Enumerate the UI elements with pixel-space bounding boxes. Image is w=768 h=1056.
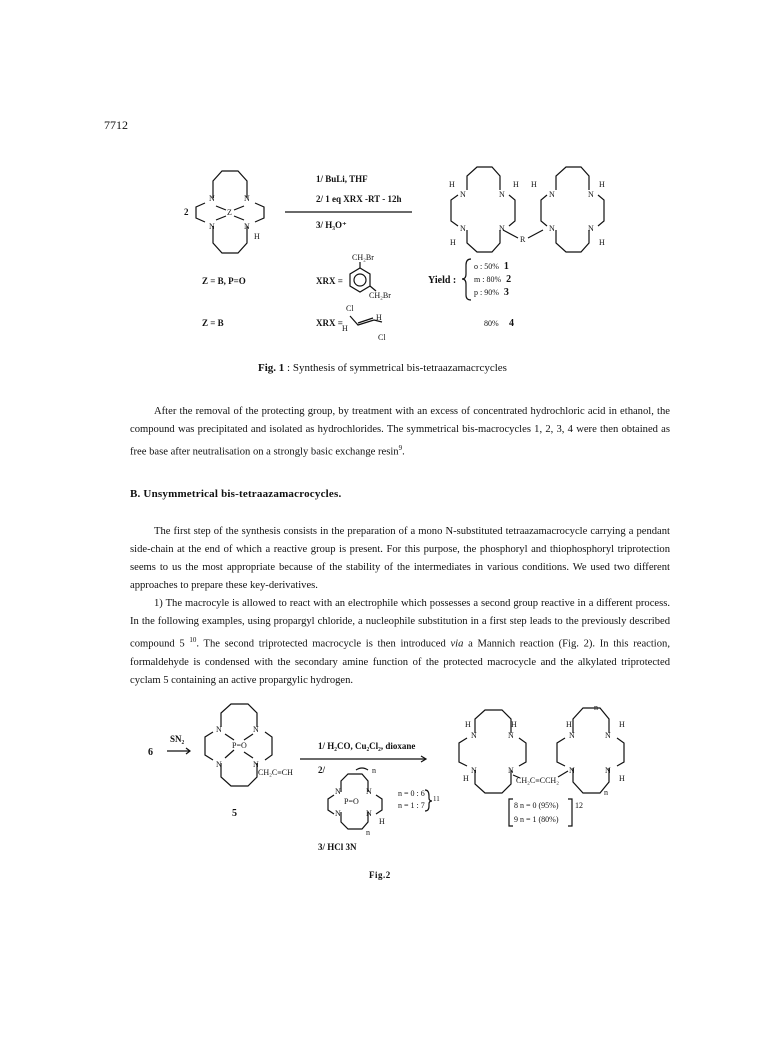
step-3: 3/ H₃O⁺ xyxy=(316,220,347,230)
row2-xrx-label: XRX = xyxy=(316,318,343,328)
product-h-label: H xyxy=(599,180,605,189)
section-heading: B. Unsymmetrical bis-tetraazamacrocycles. xyxy=(130,488,342,500)
paragraph-1-text: After the removal of the protecting group, by treatment with an excess of concentrated hydrochloric acid in ethanol, the compound was precipitated and isolated as hydrochlorides. The symmetrical bis-macrocycles 1, 2, 3, 4 were then obtained as free base after neutralisation on a strongly basic exchange resin xyxy=(130,406,670,458)
compound-5-label: 5 xyxy=(232,808,237,819)
n1-label: n = 1 : 7 xyxy=(398,801,425,810)
product-n-label: N xyxy=(588,224,594,233)
reactant-h-label: H xyxy=(254,232,260,241)
product-h-label: H xyxy=(531,180,537,189)
yield-compound: 2 xyxy=(506,274,512,285)
yield-position: p xyxy=(474,288,478,297)
ref-10: 10 xyxy=(189,636,197,644)
paragraph-2-text: The first step of the synthesis consists in the preparation of a mono N-substituted tetraazamacrocycle carrying a pendant side-chain at the end of which a reactive group is present. For this purpose, the phosphoryl and thiophosphoryl triprotection seems to us the most appropriate because of the stability of the intermediates in various conditions. We used two different approaches to prepare these key-derivatives. xyxy=(130,526,670,591)
h-label: H xyxy=(465,720,471,729)
n-label: N xyxy=(216,760,222,769)
paragraph-3-text: 1) The macrocyle is allowed to react with an electrophile which possesses a second group reactive in a different process. In the following examples, using propargyl chloride, a nucleophile substitution in a first step leads to the previously described compound 5 xyxy=(130,598,670,650)
product-r-label: R xyxy=(520,235,526,244)
step-2: 2/ 1 eq XRX -RT - 12h xyxy=(316,194,402,204)
yield-percent: 90% xyxy=(484,288,499,297)
product-8: 8 n = 0 (95%) xyxy=(514,801,559,810)
fig2-step-1: 1/ H₂CO, Cu₂Cl₂, dioxane xyxy=(318,741,416,751)
n-label: N xyxy=(508,766,514,775)
n-label: N xyxy=(569,766,575,775)
yield-position: o xyxy=(474,262,478,271)
n-label: N xyxy=(471,731,477,740)
reactant-n-label: N xyxy=(209,194,215,203)
yield-row: p : 90% 3 xyxy=(474,287,509,298)
product-h-label: H xyxy=(513,180,519,189)
n-subscript: n xyxy=(594,703,598,712)
row2-yield: 80% xyxy=(484,319,499,328)
n-label: N xyxy=(216,725,222,734)
n-label: N xyxy=(253,725,259,734)
product-h-label: H xyxy=(449,180,455,189)
row1-z-label: Z = B, P=O xyxy=(202,276,246,286)
product-n-label: N xyxy=(549,190,555,199)
reactant-n-label: N xyxy=(244,222,250,231)
yield-compound: 1 xyxy=(503,261,509,272)
cl-label: Cl xyxy=(378,333,386,342)
ref-12: 12 xyxy=(575,801,583,810)
n-label: N xyxy=(605,766,611,775)
linker-label: CH₂C≡CCH₂ xyxy=(516,776,559,785)
caption-label: Fig. 1 xyxy=(258,362,285,374)
h-label: H xyxy=(376,313,382,322)
product-h-label: H xyxy=(450,238,456,247)
yield-position: m xyxy=(474,275,481,284)
fig2-step-3: 3/ HCl 3N xyxy=(318,842,357,852)
n-label: N xyxy=(335,809,341,818)
yield-row: o : 50% 1 xyxy=(474,261,509,272)
reactant-n-label: N xyxy=(209,222,215,231)
reactant-n-label: N xyxy=(244,194,250,203)
reagent-pso: P=O xyxy=(344,797,359,806)
yield-label: Yield : xyxy=(428,275,457,286)
n-label: N xyxy=(569,731,575,740)
page-number: 7712 xyxy=(104,118,128,132)
paragraph-1-end: . xyxy=(402,446,405,458)
n-label: N xyxy=(605,731,611,740)
h-label: H xyxy=(463,774,469,783)
n-label: N xyxy=(366,787,372,796)
row2-z-label: Z = B xyxy=(202,318,224,328)
n-label: N xyxy=(366,809,372,818)
h-label: H xyxy=(379,817,385,826)
paragraph-3-text: a Mannich reaction (Fig. 2). In this reaction, formaldehyde is condensed with the secondary amine function of the protected macrocycle and the alkylated triprotected cyclam 5 containing an active propargylic hydrogen. xyxy=(130,638,670,686)
via-italic: via xyxy=(450,638,464,650)
figure-2-caption: Fig.2 xyxy=(369,870,391,880)
product-n-label: N xyxy=(499,190,505,199)
n-subscript: n xyxy=(604,788,608,797)
reactant-coefficient: 2 xyxy=(184,207,189,217)
h-label: H xyxy=(342,324,348,333)
caption-text: : Synthesis of symmetrical bis-tetraazamacrcycles xyxy=(284,362,507,374)
n-label: N xyxy=(335,787,341,796)
h-label: H xyxy=(566,720,572,729)
product-9: 9 n = 1 (80%) xyxy=(514,815,559,824)
yield-percent: 50% xyxy=(484,262,499,271)
step-1: 1/ BuLi, THF xyxy=(316,174,368,184)
product-n-label: N xyxy=(549,224,555,233)
start-compound: 6 xyxy=(148,747,153,758)
sn2-label: SN₂ xyxy=(170,734,185,744)
paragraph-3-text: . The second triprotected macrocycle is then introduced xyxy=(196,638,451,650)
ch2br-bottom: CH₂Br xyxy=(369,291,391,300)
n-label: N xyxy=(508,731,514,740)
product-n-label: N xyxy=(460,224,466,233)
product-h-label: H xyxy=(599,238,605,247)
n-subscript: n xyxy=(372,766,376,775)
row2-compound: 4 xyxy=(509,318,514,329)
n-label: N xyxy=(471,766,477,775)
n-subscript: n xyxy=(366,828,370,837)
propargyl-side-chain: CH₂C≡CH xyxy=(258,768,293,777)
n-label: N xyxy=(253,760,259,769)
ref-9: 9 xyxy=(398,444,403,452)
product-n-label: N xyxy=(460,190,466,199)
reactant-z-label: Z xyxy=(227,208,232,217)
h-label: H xyxy=(619,720,625,729)
fig2-step-2: 2/ xyxy=(318,765,326,775)
h-label: H xyxy=(511,720,517,729)
yield-percent: 80% xyxy=(486,275,502,284)
ref-11: 11 xyxy=(433,795,440,803)
product-n-label: N xyxy=(499,224,505,233)
yield-row: m : 80% 2 xyxy=(474,274,512,285)
cl-label: Cl xyxy=(346,304,354,313)
product-n-label: N xyxy=(588,190,594,199)
h-label: H xyxy=(619,774,625,783)
pso-label: P=O xyxy=(232,741,247,750)
n0-label: n = 0 : 6 xyxy=(398,789,425,798)
yield-compound: 3 xyxy=(503,287,509,298)
row1-xrx-label: XRX = xyxy=(316,276,343,286)
ch2br-top: CH₂Br xyxy=(352,253,374,262)
